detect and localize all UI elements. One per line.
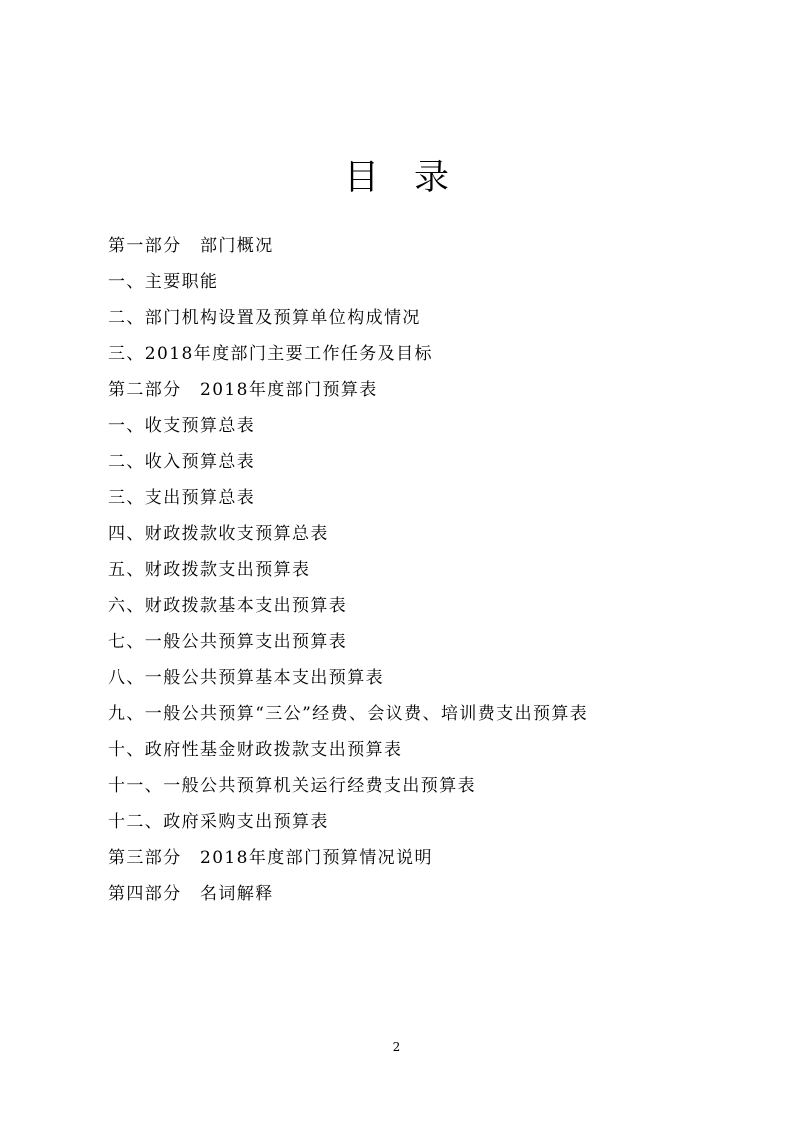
toc-item-part-2[interactable]: 第二部分 2018年度部门预算表: [108, 380, 378, 400]
table-of-contents: [108, 232, 588, 916]
toc-item-operating-expenses[interactable]: 十一、一般公共预算机关运行经费支出预算表: [108, 776, 476, 796]
toc-item-government-fund[interactable]: 十、政府性基金财政拨款支出预算表: [108, 740, 403, 760]
toc-item-procurement[interactable]: 十二、政府采购支出预算表: [108, 812, 329, 832]
toc-item-part-3[interactable]: 第三部分 2018年度部门预算情况说明: [108, 848, 433, 868]
toc-item-part-1[interactable]: 第一部分 部门概况: [108, 236, 274, 256]
toc-item-fiscal-basic-expenditure[interactable]: 六、财政拨款基本支出预算表: [108, 596, 348, 616]
toc-item-fiscal-total[interactable]: 四、财政拨款收支预算总表: [108, 524, 329, 544]
toc-item-total-budget[interactable]: 一、收支预算总表: [108, 416, 256, 436]
page-number: 2: [392, 1040, 401, 1054]
toc-item-fiscal-expenditure[interactable]: 五、财政拨款支出预算表: [108, 560, 311, 580]
toc-item-main-functions[interactable]: 一、主要职能: [108, 272, 219, 292]
toc-item-part-4[interactable]: 第四部分 名词解释: [108, 884, 274, 904]
page-title: 目 录: [343, 158, 449, 198]
toc-item-income-budget[interactable]: 二、收入预算总表: [108, 452, 256, 472]
toc-item-work-tasks[interactable]: 三、2018年度部门主要工作任务及目标: [108, 344, 433, 364]
toc-item-general-public-basic[interactable]: 八、一般公共预算基本支出预算表: [108, 668, 384, 688]
toc-item-expenditure-budget[interactable]: 三、支出预算总表: [108, 488, 256, 508]
toc-item-org-structure[interactable]: 二、部门机构设置及预算单位构成情况: [108, 308, 421, 328]
toc-item-three-public-costs[interactable]: 九、一般公共预算“三公”经费、会议费、培训费支出预算表: [108, 704, 589, 724]
toc-item-general-public-expenditure[interactable]: 七、一般公共预算支出预算表: [108, 632, 348, 652]
